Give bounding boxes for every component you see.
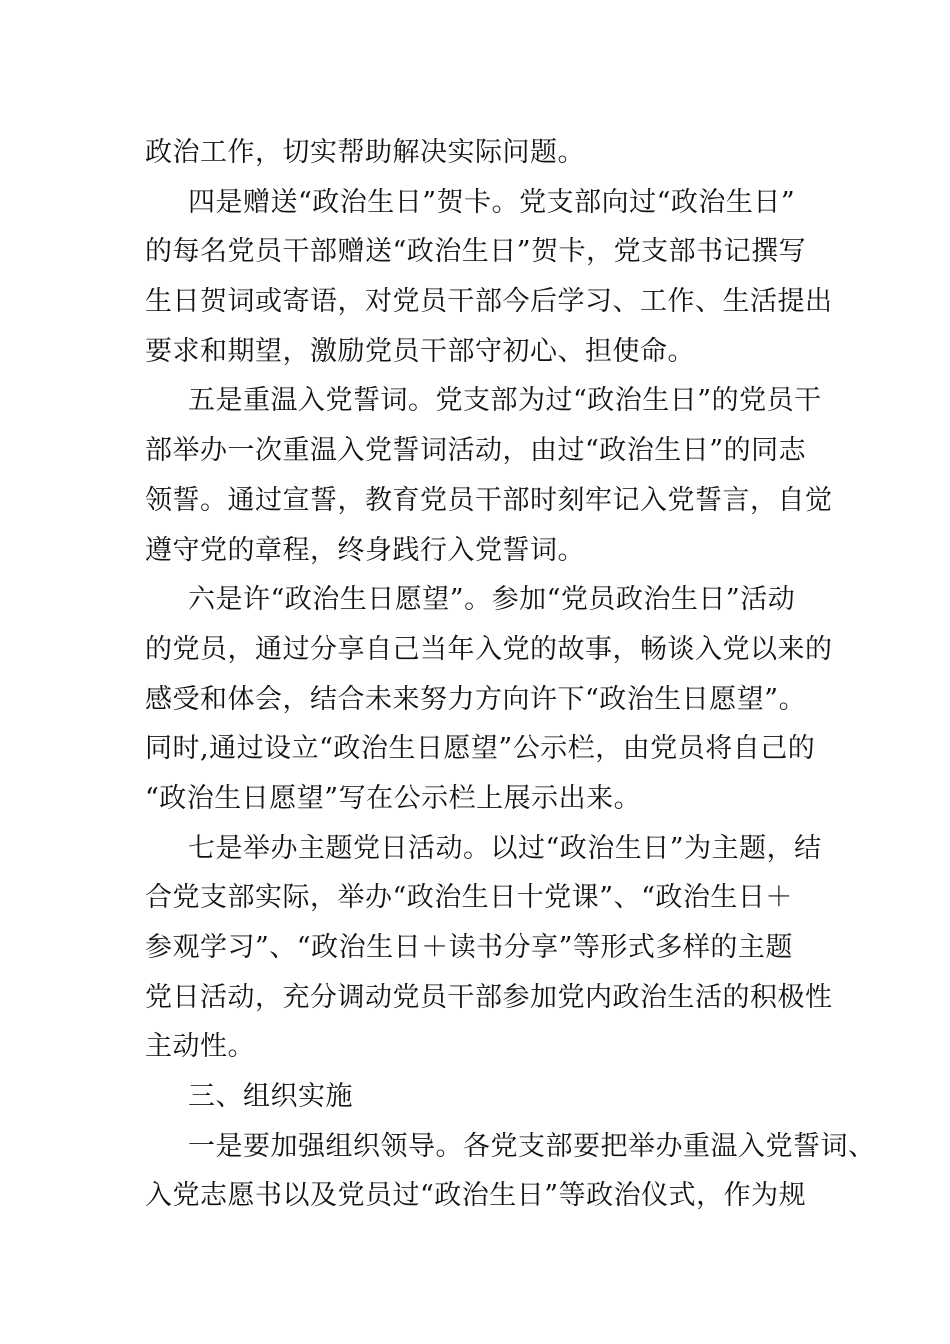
section-heading: 三、组织实施 — [188, 1081, 353, 1113]
document-body — [145, 128, 876, 1221]
text-line: 的每名党员干部赠送“政治生日”贺卡，党支部书记撰写 — [145, 236, 807, 268]
paragraph-start-line: 五是重温入党誓词。党支部为过“政治生日”的党员干 — [188, 385, 822, 417]
paragraph-start-line: 六是许“政治生日愿望”。参加“党员政治生日”活动 — [188, 584, 796, 616]
text-line: 党日活动，充分调动党员干部参加党内政治生活的积极性 — [145, 981, 833, 1013]
text-line: 要求和期望，激励党员干部守初心、担使命。 — [145, 335, 695, 367]
paragraph-start-line: 一是要加强组织领导。各党支部要把举办重温入党誓词、 — [188, 1130, 876, 1162]
text-line: 的党员，通过分享自己当年入党的故事，畅谈入党以来的 — [145, 633, 833, 665]
text-line: 入党志愿书以及党员过“政治生日”等政治仪式，作为规 — [145, 1180, 807, 1212]
text-line: 合党支部实际，举办“政治生日十党课”、“政治生日＋ — [145, 882, 793, 914]
text-line: 领誓。通过宣誓，教育党员干部时刻牢记入党誓言，自觉 — [145, 484, 833, 516]
text-line: 同时,通过设立“政治生日愿望”公示栏，由党员将自己的 — [145, 733, 816, 765]
text-line: 感受和体会，结合未来努力方向许下“政治生日愿望”。 — [145, 683, 807, 715]
paragraph-start-line: 四是赠送“政治生日”贺卡。党支部向过“政治生日” — [188, 186, 796, 218]
text-line: 部举办一次重温入党誓词活动，由过“政治生日”的同志 — [145, 435, 807, 467]
paragraph-start-line: 七是举办主题党日活动。以过“政治生日”为主题，结 — [188, 832, 822, 864]
text-line: 主动性。 — [145, 1031, 255, 1063]
text-line: “政治生日愿望”写在公示栏上展示出来。 — [145, 782, 642, 814]
text-line: 政治工作，切实帮助解决实际问题。 — [145, 137, 585, 168]
text-line: 生日贺词或寄语，对党员干部今后学习、工作、生活提出 — [145, 286, 833, 318]
text-line: 参观学习”、“政治生日＋读书分享”等形式多样的主题 — [145, 932, 793, 963]
text-line: 遵守党的章程，终身践行入党誓词。 — [145, 534, 585, 566]
